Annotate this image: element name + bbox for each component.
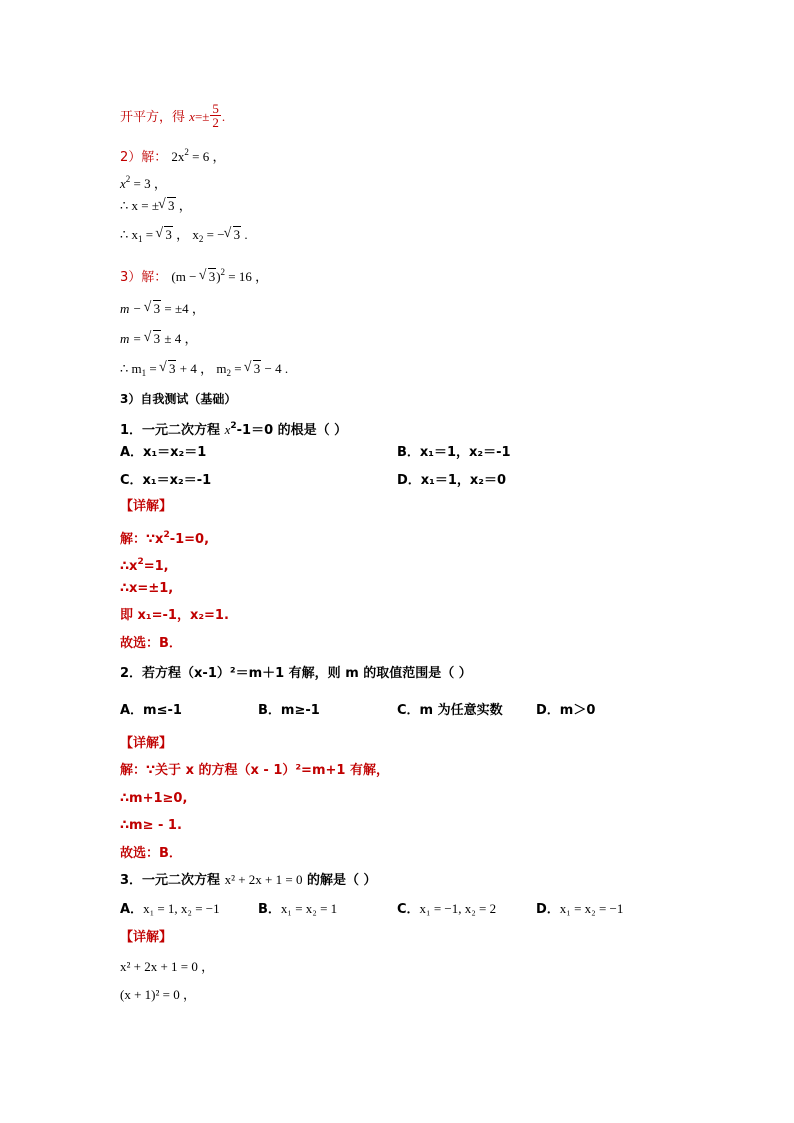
eq-text: ± 4 ， (161, 331, 198, 346)
sqrt (159, 197, 176, 215)
q2-answer: 故选：B． (120, 846, 182, 861)
q1-step-4: 即 x₁=-1，x₂=1. (120, 608, 229, 623)
q3-option-d (536, 900, 623, 919)
part2-line2 (120, 170, 167, 193)
eq-text: − 4 . (261, 361, 289, 376)
step-text: 解：∵x (120, 532, 164, 547)
radicand: 3 (168, 198, 175, 213)
eq-text: = (230, 361, 245, 376)
exponent: 2 (220, 267, 226, 277)
option-label: A． (120, 902, 144, 917)
radicand: 3 (153, 331, 161, 346)
part3-line2 (120, 300, 205, 318)
q3-stem (120, 871, 377, 890)
part2-line1 (120, 143, 226, 167)
part3-label: 3）解： (120, 270, 168, 285)
eq-text: ∴ x (120, 227, 139, 242)
option-text: x₁ = x₂ = −1 (559, 901, 624, 916)
section-title: 3）自我测试（基础） (120, 392, 237, 406)
option-text: x₁ = x₂ = 1 (280, 901, 338, 916)
eq-text: ， (175, 198, 192, 213)
option-text: x₁ = −1, x₂ = 2 (419, 901, 497, 916)
subscript: 1 (138, 234, 143, 244)
subscript: 2 (198, 234, 204, 244)
fraction (210, 102, 221, 129)
q1-stem (120, 417, 347, 440)
part3-line1 (120, 263, 268, 287)
exponent: 2 (163, 530, 170, 540)
q1-option-d: D．x₁＝1，x₂＝0 (397, 473, 507, 488)
eq-text: = 6 ， (188, 149, 226, 164)
radicand: 3 (168, 361, 176, 376)
q3-step-2: (x + 1)² = 0 ， (120, 987, 196, 1002)
q2-step-2: ∴m+1≥0, (120, 791, 188, 806)
q2-option-b: B．m≥-1 (258, 703, 320, 718)
part1-var: x (189, 109, 195, 124)
q3-option-b (258, 900, 337, 919)
radicand: 3 (233, 227, 241, 242)
sqrt (145, 300, 162, 318)
part1-line (120, 101, 226, 131)
sqrt (225, 226, 242, 244)
q2-stem: 2．若方程（x-1）²＝m＋1 有解，则 m 的取值范围是（ ） (120, 666, 472, 681)
step-text: =1, (143, 559, 169, 574)
q2-option-c: C．m 为任意实数 (397, 703, 503, 718)
q1-detail-heading: 【详解】 (120, 499, 173, 514)
sqrt (200, 268, 217, 286)
eq-text: . (241, 227, 248, 242)
radicand: 3 (153, 301, 161, 316)
eq-text: ∴ m (120, 361, 142, 376)
q3-stem-equation: x² + 2x + 1 = 0 (224, 872, 303, 887)
part1-eq: =± (194, 109, 210, 124)
eq-text: ) (216, 269, 221, 284)
q3-step-1: x² + 2x + 1 = 0 ， (120, 959, 215, 974)
sqrt (145, 330, 162, 348)
subscript: 1 (141, 368, 147, 378)
part3-line4 (120, 360, 288, 382)
exponent: 2 (125, 174, 131, 184)
step-text: -1=0, (169, 532, 210, 547)
fraction-denominator: 2 (212, 115, 219, 130)
q3-option-a (120, 900, 220, 919)
eq-text: = ±4 ， (161, 301, 205, 316)
radicand: 3 (253, 361, 261, 376)
q2-step-1: 解：∵关于 x 的方程（x - 1）²=m+1 有解， (120, 763, 389, 778)
option-label: D． (536, 902, 560, 917)
exponent: 2 (137, 557, 144, 567)
fraction-numerator: 5 (212, 101, 219, 116)
q1-step-1 (120, 526, 209, 549)
eq-text: m = (120, 331, 145, 346)
eq-text: = 16 ， (225, 269, 269, 284)
part1-prefix: 开平方，得 (120, 110, 186, 125)
q1-option-a: A．x₁＝x₂＝1 (120, 445, 207, 460)
sqrt (245, 360, 262, 378)
eq-text: ∴ x = ± (120, 198, 159, 213)
eq-text: 2x (171, 149, 185, 164)
part2-line4 (120, 226, 248, 248)
q1-option-b: B．x₁＝1，x₂＝-1 (397, 445, 511, 460)
subscript: 2 (226, 368, 231, 378)
q3-stem-text: 的解是（ ） (302, 873, 377, 888)
option-label: C． (397, 902, 420, 917)
exponent: 2 (184, 147, 189, 157)
eq-text: ， x (172, 227, 199, 242)
radicand: 3 (208, 269, 216, 284)
q1-answer: 故选：B． (120, 636, 182, 651)
eq-text: + 4 ， m (176, 361, 227, 376)
eq-text: x (120, 176, 126, 191)
q1-stem-text: -1＝0 的根是（ ） (236, 423, 348, 438)
option-label: B． (258, 902, 281, 917)
eq-text: = − (203, 227, 225, 242)
q1-step-2 (120, 553, 169, 576)
part3-line3 (120, 330, 198, 348)
q2-step-3: ∴m≥ - 1. (120, 818, 182, 833)
part1-end: . (221, 109, 226, 124)
option-text: x₁ = 1, x₂ = −1 (143, 901, 220, 916)
eq-text: (m − (171, 269, 200, 284)
q1-stem-text: 1．一元二次方程 (120, 423, 225, 438)
part2-line3 (120, 197, 192, 215)
q1-stem-var: x (224, 422, 231, 437)
q2-detail-heading: 【详解】 (120, 736, 173, 751)
eq-text: m − (120, 301, 145, 316)
radicand: 3 (165, 227, 172, 242)
q1-step-3: ∴x=±1, (120, 581, 174, 596)
step-text: ∴x (120, 559, 138, 574)
sqrt (156, 226, 173, 244)
q2-option-d: D．m＞0 (536, 703, 596, 718)
q2-option-a: A．m≤-1 (120, 703, 182, 718)
q3-option-c (397, 900, 496, 919)
part2-label: 2）解： (120, 150, 168, 165)
sqrt (160, 360, 177, 378)
eq-text: = (146, 361, 160, 376)
eq-text: = 3 ， (130, 176, 167, 191)
q3-stem-text: 3．一元二次方程 (120, 873, 225, 888)
q3-detail-heading: 【详解】 (120, 930, 173, 945)
q1-option-c: C．x₁＝x₂＝-1 (120, 473, 212, 488)
eq-text: = (142, 227, 157, 242)
exponent: 2 (230, 421, 237, 431)
